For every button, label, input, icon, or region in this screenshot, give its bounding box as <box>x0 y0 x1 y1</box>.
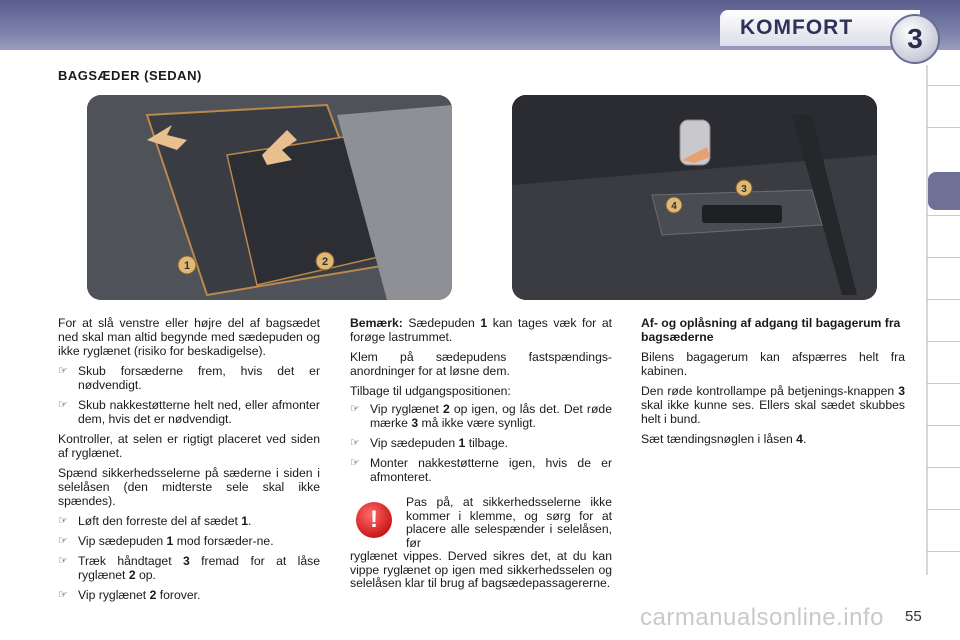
hand-pointer-icon: ☞ <box>350 437 360 449</box>
list-item: ☞ Skub nakkestøtterne helt ned, eller afmonter dem, hvis det er nødvendigt. <box>58 398 320 426</box>
subsection-title: Af- og oplåsning af adgang til bagagerum fra bagsæderne <box>641 316 901 344</box>
warning-text: ryglænet vippes. Derved sikres det, at du kan vippe ryglænet op igen med sikkerhedsselen og selelåsen klar til brug af bagsædepassagererne. <box>350 549 612 590</box>
exclamation-icon: ! <box>356 502 392 538</box>
list-item: ☞ Skub forsæderne frem, hvis det er nødvendigt. <box>58 364 320 392</box>
hand-pointer-icon: ☞ <box>350 457 360 469</box>
marker-2-label: 2 <box>321 256 329 268</box>
list-item: ☞ Løft den forreste del af sædet 1. <box>58 514 252 528</box>
warning-box <box>350 496 612 591</box>
photo-rear-seat <box>87 95 452 300</box>
marker-4-label: 4 <box>671 201 677 212</box>
paragraph: Sæt tændingsnøglen i låsen 4. <box>641 432 807 446</box>
list-item: ☞ Træk håndtaget 3 fremad for at låse ryglænet 2 op. <box>58 554 320 582</box>
list-item: ☞ Vip sædepuden 1 tilbage. <box>350 436 509 450</box>
note-paragraph: Bemærk: Sædepuden 1 kan tages væk for at forøge lastrummet. <box>350 316 612 344</box>
paragraph: Spænd sikkerhedsselerne på sæderne i siden i selelåsen (den midterste sele skal ikke spændes). <box>58 466 320 508</box>
list-item: ☞ Vip ryglænet 2 op igen, og lås det. Det røde mærke 3 må ikke være synligt. <box>350 402 612 430</box>
hand-pointer-icon: ☞ <box>58 399 68 411</box>
photo-trunk-lock <box>512 95 877 300</box>
hand-pointer-icon: ☞ <box>58 365 68 377</box>
marker-1-label: 1 <box>183 260 191 272</box>
hand-pointer-icon: ☞ <box>58 589 68 601</box>
hand-pointer-icon: ☞ <box>58 515 68 527</box>
column-1 <box>58 316 320 608</box>
paragraph: For at slå venstre eller højre del af bagsædet ned skal man altid begynde med sædepuden og ikke ryglænet (risiko for beskadigelse). <box>58 316 320 358</box>
list-item: ☞ Monter nakkestøtterne igen, hvis de er afmonteret. <box>350 456 612 484</box>
column-2 <box>350 316 612 490</box>
watermark: carmanualsonline.info <box>640 604 884 631</box>
hand-pointer-icon: ☞ <box>58 555 68 567</box>
page-number: 55 <box>905 608 922 625</box>
hand-pointer-icon: ☞ <box>58 535 68 547</box>
side-tabs <box>926 65 960 575</box>
column-3 <box>641 316 905 452</box>
paragraph: Klem på sædepudens fastspændings-anordninger for at løsne dem. <box>350 350 612 378</box>
chapter-badge: 3 <box>890 14 940 64</box>
paragraph: Den røde kontrollampe på betjenings-knappen 3 skal ikke kunne ses. Ellers skal sædet skubbes helt i bund. <box>641 384 905 426</box>
paragraph: Kontroller, at selen er rigtigt placeret ved siden af ryglænet. <box>58 432 320 460</box>
paragraph: Tilbage til udgangspositionen: <box>350 384 511 398</box>
list-item: ☞ Vip ryglænet 2 forover. <box>58 588 201 602</box>
marker-3-label: 3 <box>741 184 747 195</box>
page-title: KOMFORT <box>740 16 854 39</box>
list-item: ☞ Vip sædepuden 1 mod forsæder-ne. <box>58 534 274 548</box>
warning-text: Pas på, at sikkerhedsselerne ikke kommer i klemme, og sørg for at placere alle selespænder i selelåsen, før <box>406 495 612 550</box>
hand-pointer-icon: ☞ <box>350 403 360 415</box>
section-title: BAGSÆDER (SEDAN) <box>58 68 202 83</box>
paragraph: Bilens bagagerum kan afspærres helt fra kabinen. <box>641 350 905 378</box>
side-tab-active <box>928 172 960 210</box>
